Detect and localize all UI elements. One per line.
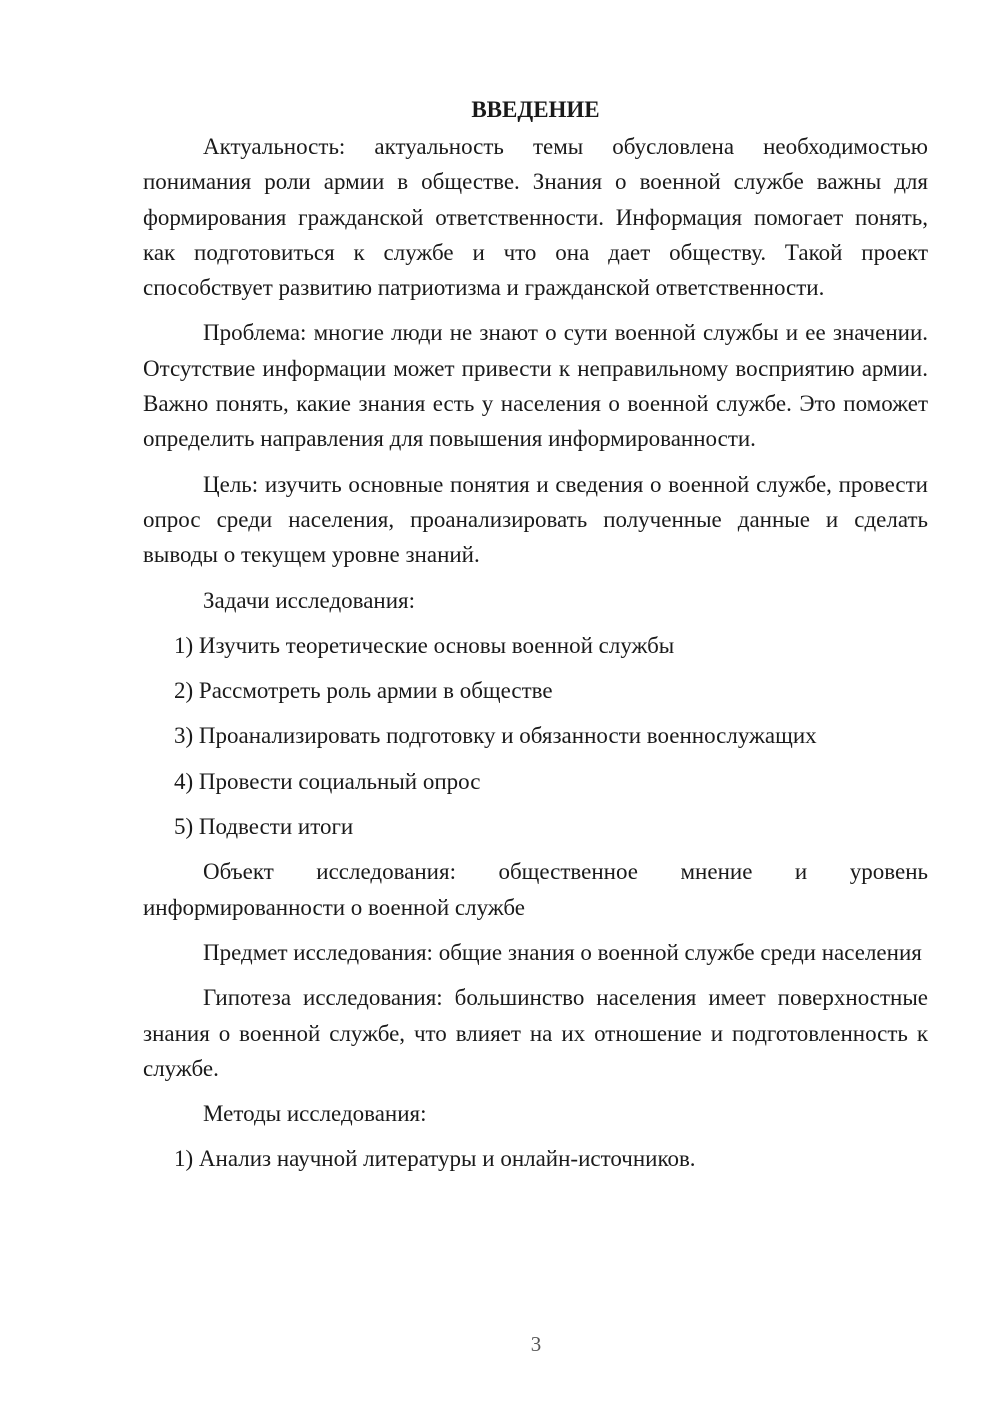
task-item-1: 1) Изучить теоретические основы военной службы bbox=[174, 632, 675, 658]
task-item-2: 2) Рассмотреть роль армии в обществе bbox=[174, 678, 553, 704]
page-content bbox=[143, 92, 928, 1187]
methods-heading: Методы исследования: bbox=[203, 1101, 427, 1127]
problem-paragraph: Проблема: многие люди не знают о сути военной службы и ее значении. Отсутствие информации может привести к неправильному восприятию армии. Важно понять, какие знания есть у населения о военной службе. Это поможет определить направления для повышения информированности. bbox=[143, 320, 928, 452]
tasks-heading: Задачи исследования: bbox=[203, 587, 416, 613]
object-paragraph: Объект исследования: общественное мнение и уровень информированности о военной службе bbox=[143, 859, 928, 920]
subject-paragraph: Предмет исследования: общие знания о военной службе среди населения bbox=[203, 939, 922, 965]
relevance-paragraph: Актуальность: актуальность темы обусловлена необходимостью понимания роли армии в обществе. Знания о военной службе важны для формирования гражданской ответственности. Информация помогает понять, как подготовиться к службе и что она дает обществу. Такой проект способствует развитию патриотизма и гражданской ответственности. bbox=[143, 134, 928, 301]
task-item-4: 4) Провести социальный опрос bbox=[174, 768, 481, 794]
task-item-5: 5) Подвести итоги bbox=[174, 814, 354, 840]
section-title: ВВЕДЕНИЕ bbox=[471, 97, 600, 122]
page-number: 3 bbox=[530, 1332, 542, 1356]
method-item-1: 1) Анализ научной литературы и онлайн-источников. bbox=[174, 1146, 696, 1172]
task-item-3: 3) Проанализировать подготовку и обязанности военнослужащих bbox=[174, 723, 817, 749]
goal-paragraph: Цель: изучить основные понятия и сведения о военной службе, провести опрос среди населения, проанализировать полученные данные и сделать выводы о текущем уровне знаний. bbox=[143, 471, 928, 568]
hypothesis-paragraph: Гипотеза исследования: большинство населения имеет поверхностные знания о военной службе, что влияет на их отношение и подготовленность к службе. bbox=[143, 985, 928, 1081]
